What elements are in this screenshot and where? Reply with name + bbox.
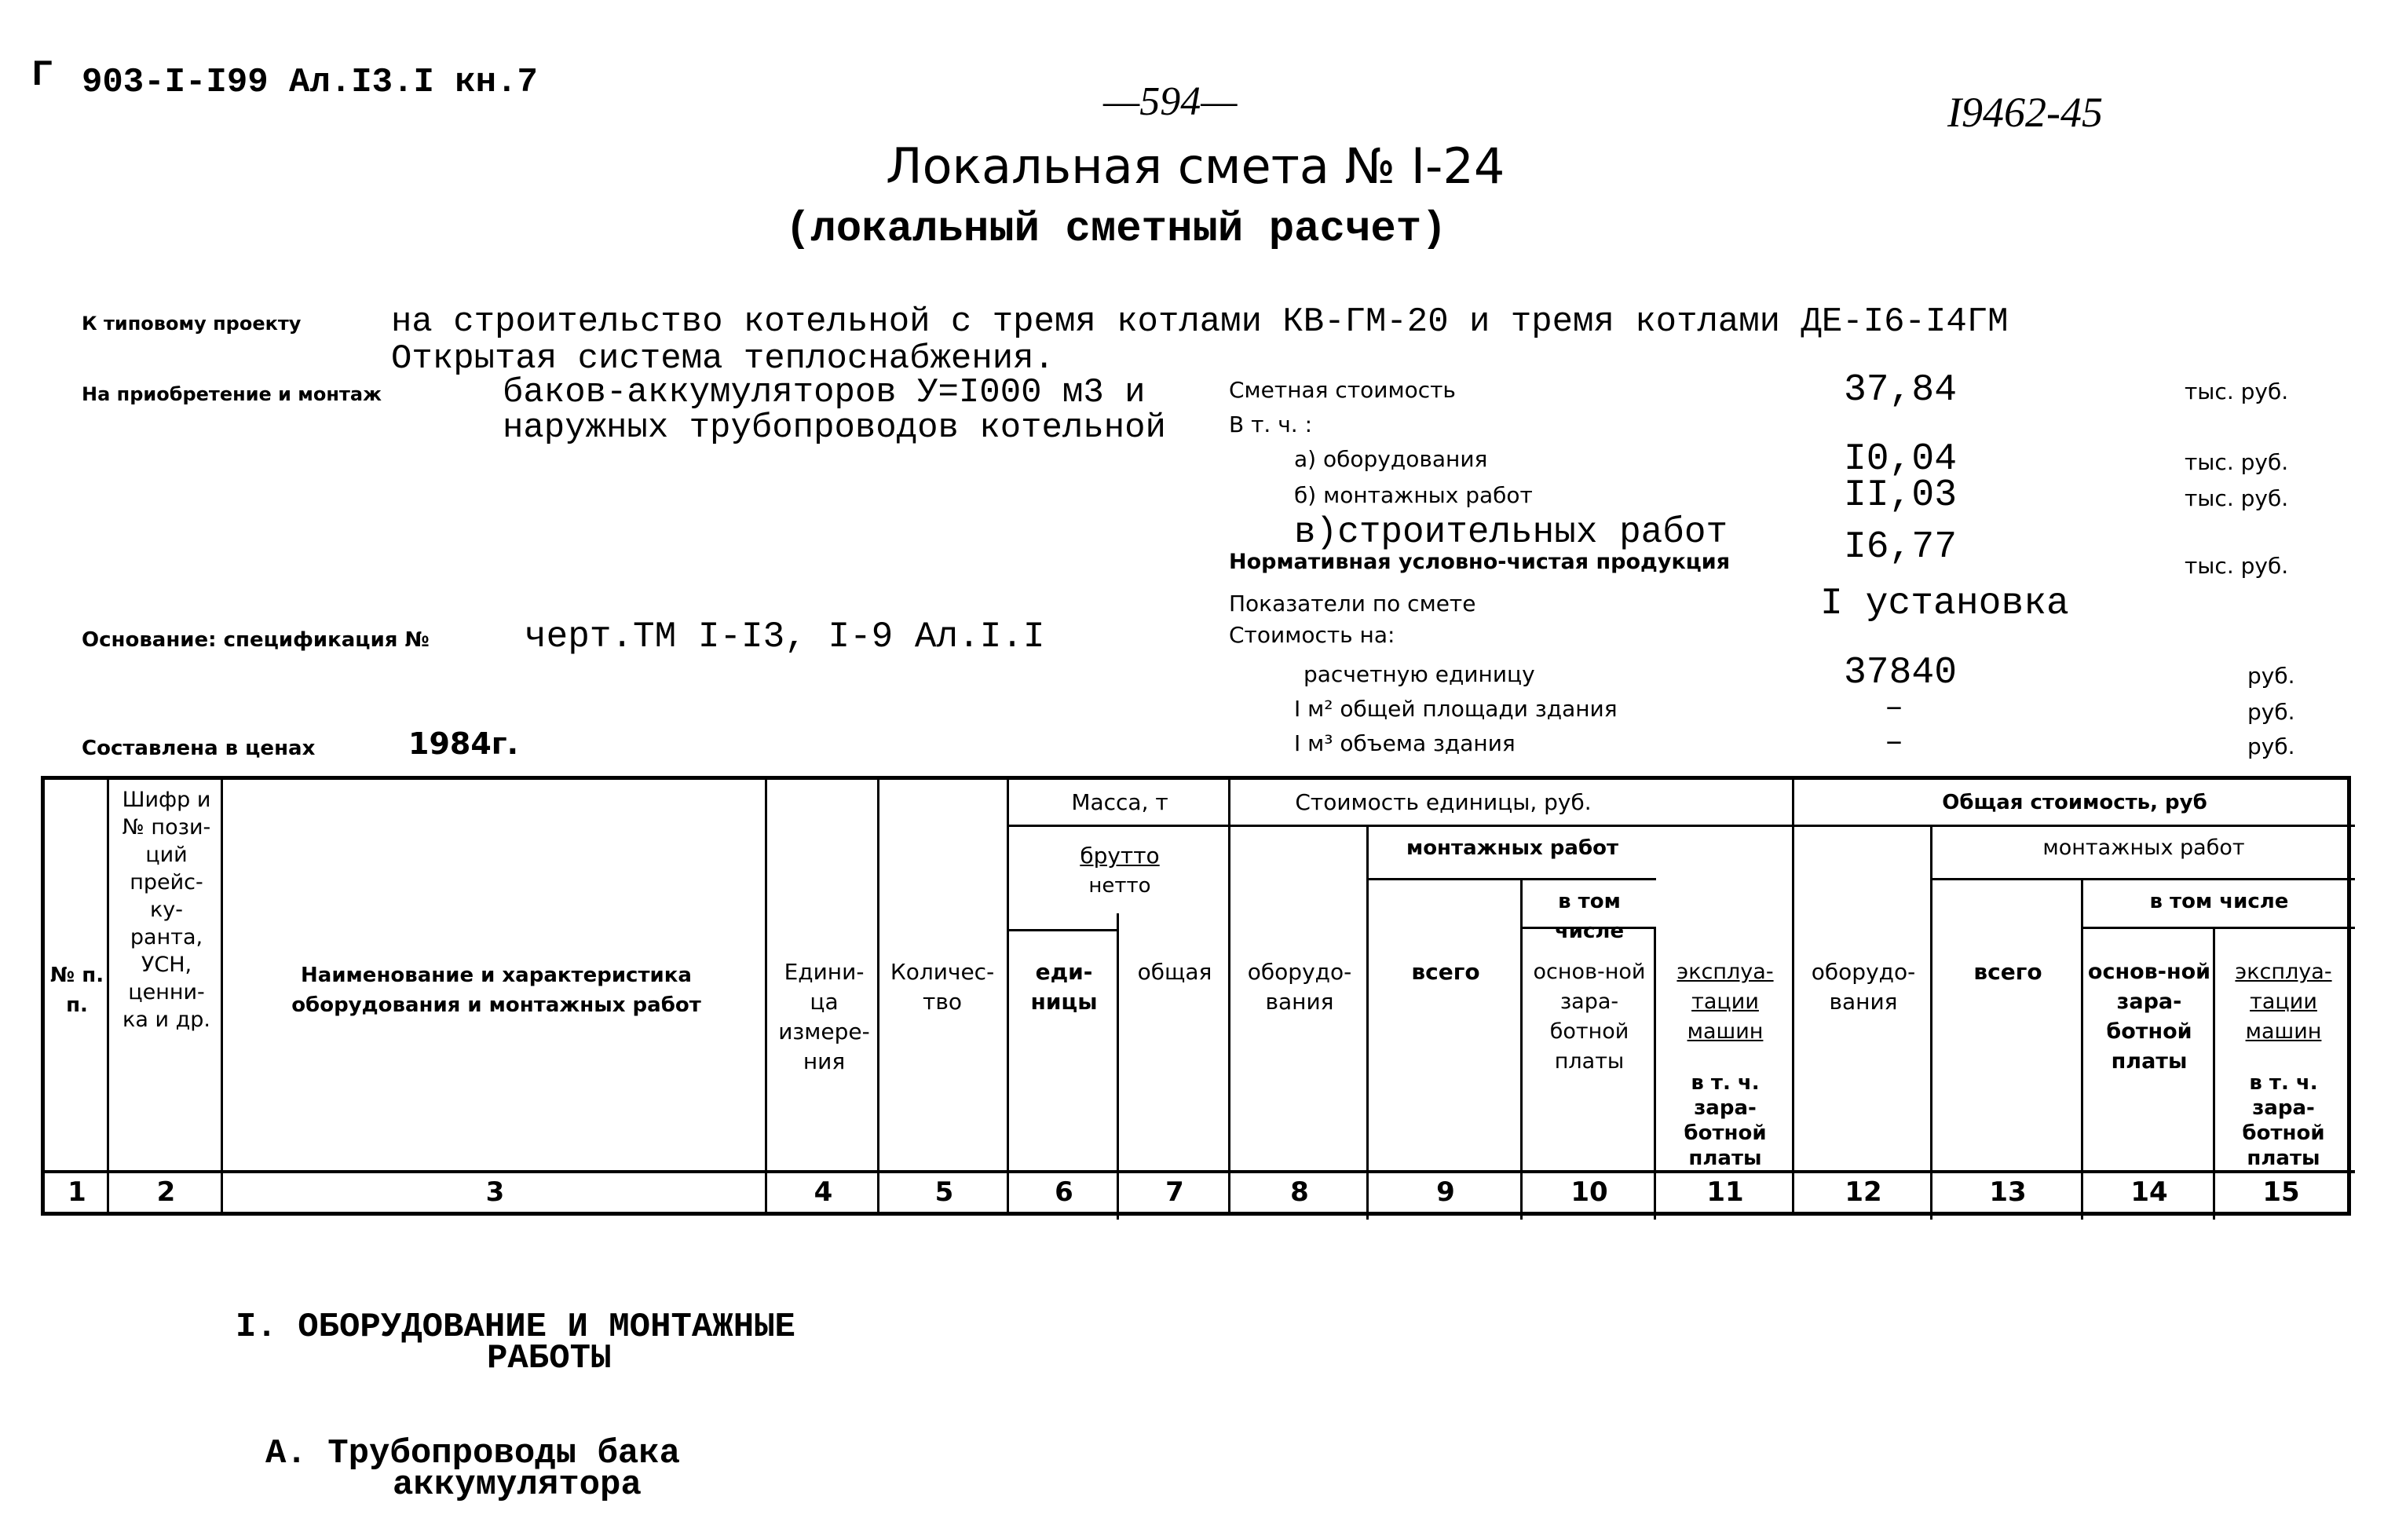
page-number: —594— [1103, 79, 1238, 124]
m2-unit: руб. [2247, 699, 2295, 725]
total-cost-unit: тыс. руб. [2185, 379, 2289, 404]
m2-value: – [1885, 691, 1904, 726]
col-number: 1 [68, 1176, 86, 1208]
total-cost-header: Общая стоимость, руб [1942, 791, 2207, 814]
col-number: 9 [1436, 1176, 1455, 1208]
total-incl-header: в том числе [2149, 890, 2289, 913]
total-cost-label: Сметная стоимость [1229, 377, 1456, 403]
unit-mont-header: монтажных работ [1406, 836, 1619, 860]
unit-mach-sub-header: в т. ч. зара-ботной платы [1684, 1071, 1767, 1170]
unit-mach-header: эксплуа-тации машин [1676, 960, 1774, 1044]
unit-all-header: всего [1411, 959, 1480, 985]
install-value: II,03 [1844, 474, 1958, 517]
m3-label: I м³ объема здания [1294, 730, 1516, 756]
col-no-header: № п. п. [49, 964, 104, 1017]
equipment-label: а) оборудования [1294, 446, 1488, 472]
total-wage-header: основ-ной зара-ботной платы [2087, 960, 2211, 1074]
equipment-value: I0,04 [1844, 438, 1958, 481]
col-number: 12 [1845, 1176, 1882, 1208]
unit-cost-header: Стоимость единицы, руб. [1295, 789, 1592, 815]
col-number: 14 [2130, 1176, 2168, 1208]
project-label: К типовому проекту [82, 313, 302, 335]
m3-unit: руб. [2247, 733, 2295, 759]
build-label: в)строительных работ [1294, 512, 1728, 553]
unit-cost-value: 37840 [1844, 652, 1958, 694]
install-unit: тыс. руб. [2185, 485, 2289, 511]
unit-wage-header: основ-ной зара-ботной платы [1533, 960, 1646, 1074]
col-number: 3 [485, 1176, 505, 1208]
netto-header: нетто [1088, 874, 1151, 898]
total-equip-header: оборудо-вания [1811, 959, 1916, 1015]
col-number: 15 [2262, 1176, 2300, 1208]
unit-equip-header: оборудо-вания [1247, 959, 1352, 1015]
col-name-header: Наименование и характеристика оборудования и монтажных работ [291, 964, 701, 1017]
col-code-header: Шифр и № пози-ций прейс-ку-ранта, УСН, ценни-ка и др. [122, 788, 211, 1032]
estimate-header-table [41, 776, 2351, 1216]
indicators-label: Показатели по смете [1229, 591, 1476, 616]
unit-cost-unit: руб. [2247, 663, 2295, 689]
norm-value: I6,77 [1844, 526, 1958, 569]
corner-mark: Г [31, 55, 53, 96]
col-number: 10 [1570, 1176, 1608, 1208]
page-title: Локальная смета № I-24 [886, 137, 1505, 195]
total-cost-value: 37,84 [1844, 369, 1958, 412]
install-label: б) монтажных работ [1294, 482, 1533, 508]
page-subtitle: (локальный сметный расчет) [785, 206, 1447, 254]
col-number: 6 [1055, 1176, 1073, 1208]
col-number: 13 [1989, 1176, 2027, 1208]
project-text-1: на строительство котельной с тремя котлами КВ-ГМ-20 и тремя котлами ДЕ-I6-I4ГМ [391, 302, 2009, 342]
doc-code: 903-I-I99 Ал.I3.I кн.7 [82, 63, 538, 102]
col-number: 11 [1706, 1176, 1744, 1208]
norm-label: Нормативная условно-чистая продукция [1229, 550, 1731, 574]
purchase-text-1: баков-аккумуляторов У=I000 м3 и [503, 373, 1146, 412]
mass-total-header: общая [1137, 959, 1212, 985]
unit-cost-label: расчетную единицу [1304, 661, 1535, 687]
basis-label: Основание: спецификация № [82, 628, 430, 652]
section-a-title-cont: аккумулятора [393, 1465, 642, 1505]
section-1-title: I. ОБОРУДОВАНИЕ И МОНТАЖНЫЕ [236, 1308, 795, 1347]
basis-text: черт.ТМ I-I3, I-9 Ал.I.I [525, 616, 1045, 657]
col-number: 8 [1290, 1176, 1309, 1208]
incl-label: В т. ч. : [1229, 412, 1312, 437]
col-number: 4 [814, 1176, 833, 1208]
col-number: 5 [934, 1176, 954, 1208]
norm-unit: тыс. руб. [2185, 553, 2289, 579]
col-qty-header: Количес-тво [890, 959, 995, 1015]
project-text-2: Открытая система теплоснабжения. [391, 339, 1055, 379]
prices-label: Составлена в ценах [82, 737, 316, 760]
col-number: 2 [156, 1176, 176, 1208]
brutto-header: брутто [1080, 843, 1160, 869]
total-mont-header: монтажных работ [2042, 836, 2245, 860]
unit-incl-header: в том числе [1554, 890, 1625, 943]
m3-value: – [1885, 726, 1904, 761]
mass-header: Масса, т [1071, 789, 1168, 815]
purchase-text-2: наружных трубопроводов котельной [503, 408, 1166, 448]
section-1-title-cont: РАБОТЫ [487, 1339, 612, 1378]
purchase-label: На приобретение и монтаж [82, 383, 382, 405]
total-mach-sub-header: в т. ч. зара-ботной платы [2242, 1071, 2325, 1170]
mass-unit-header: еди-ницы [1030, 959, 1098, 1015]
m2-label: I м² общей площади здания [1294, 696, 1618, 722]
col-number: 7 [1165, 1176, 1184, 1208]
col-unit-header: Едини-ца измере-ния [778, 959, 870, 1074]
cost-for-label: Стоимость на: [1229, 622, 1395, 648]
prices-year: 1984г. [408, 726, 519, 761]
section-a-title: А. Трубопроводы бака [265, 1434, 681, 1473]
total-all-header: всего [1973, 959, 2042, 985]
doc-id: I9462-45 [1947, 89, 2103, 136]
indicators-value: I установка [1820, 583, 2069, 625]
total-mach-header: эксплуа-тации машин [2235, 960, 2332, 1044]
equipment-unit: тыс. руб. [2185, 449, 2289, 475]
